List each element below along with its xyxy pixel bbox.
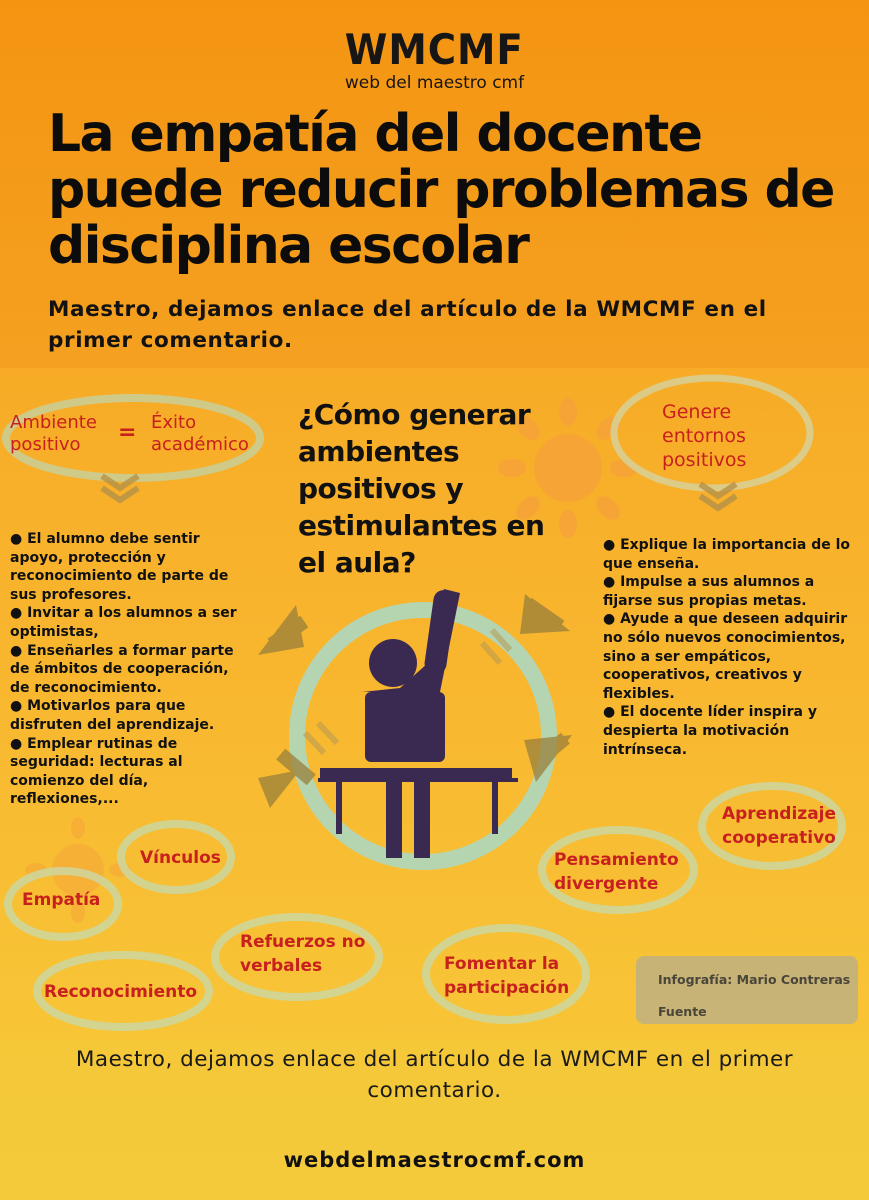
- bubble-fomentar: Fomentar la participación: [444, 954, 570, 998]
- logo-wordmark: WMCMF: [345, 25, 524, 74]
- badge-ambiente-positivo: Ambiente positivo: [10, 412, 97, 455]
- right-bullet-list: [603, 536, 855, 759]
- logo-tagline: web del maestro cmf: [344, 73, 525, 93]
- subheadline: Maestro, dejamos enlace del artículo de la WMCMF en el primer comentario.: [48, 297, 767, 353]
- infographic: [0, 368, 869, 1040]
- badge-exito-academico: Éxito académico: [151, 412, 249, 455]
- list-item: ● El alumno debe sentir apoyo, protección y reconocimiento de parte de sus profesores.: [10, 531, 229, 603]
- bubble-vinculos: Vínculos: [140, 848, 221, 868]
- list-item: ● Motivarlos para que disfruten del aprendizaje.: [10, 698, 215, 733]
- list-item: ● Invitar a los alumnos a ser optimistas,: [10, 605, 237, 640]
- list-item: ● Enseñarles a formar parte de ámbitos de cooperación, de reconocimiento.: [10, 642, 234, 696]
- bubble-reconocimiento: Reconocimiento: [44, 982, 198, 1002]
- bubble-aprendizaje: Aprendizaje cooperativo: [721, 804, 837, 848]
- list-item: ● Emplear rutinas de seguridad: lecturas al comienzo del día, reflexiones,...: [10, 735, 183, 808]
- list-item: ● Ayude a que deseen adquirir no sólo nuevos conocimientos, sino a ser empáticos, cooperativos, creativos y flexibles.: [603, 611, 848, 702]
- list-item: ● Explique la importancia de lo que enseña.: [603, 537, 851, 572]
- left-bullet-list: [10, 530, 250, 809]
- website-url: webdelmaestrocmf.com: [283, 1148, 586, 1172]
- credit-source: Fuente: [658, 1004, 707, 1019]
- equals-sign: =: [118, 420, 137, 445]
- credit-author: Infografía: Mario Contreras: [658, 972, 851, 987]
- infographic-question: ¿Cómo generar ambientes positivos y estimulantes en el aula?: [298, 398, 545, 579]
- bubble-empatia: Empatía: [22, 890, 101, 910]
- bubble-refuerzos: Refuerzos no verbales: [240, 932, 366, 976]
- list-item: ● El docente líder inspira y despierta la motivación intrínseca.: [603, 704, 817, 758]
- brand-logo: [0, 25, 869, 93]
- badge-genere-entornos: Genere entornos positivos: [662, 401, 747, 471]
- footer-note: Maestro, dejamos enlace del artículo de la WMCMF en el primer comentario.: [75, 1047, 794, 1103]
- page-title: La empatía del docente puede reducir problemas de disciplina escolar: [48, 104, 834, 276]
- credit-box: [636, 956, 858, 1024]
- list-item: ● Impulse a sus alumnos a fijarse sus propias metas.: [603, 574, 815, 609]
- bubble-pensamiento: Pensamiento divergente: [554, 850, 679, 894]
